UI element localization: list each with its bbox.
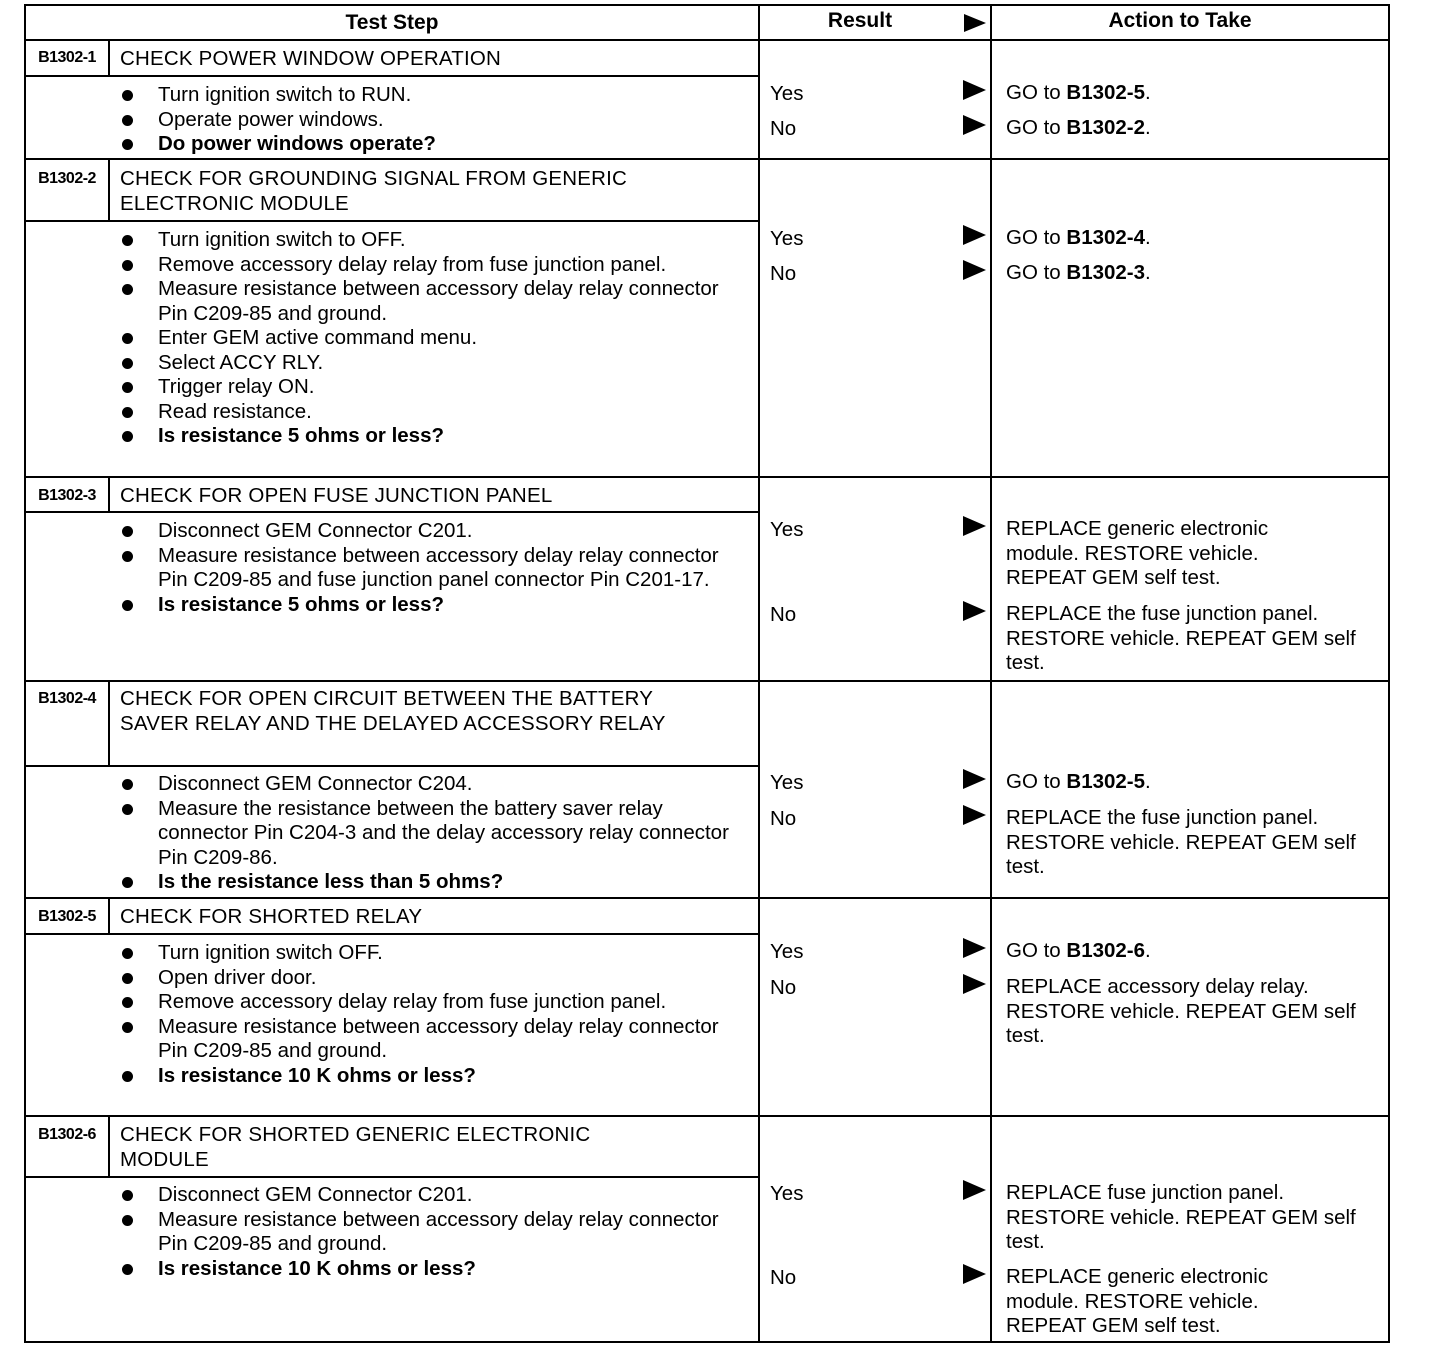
bullet-item: Disconnect GEM Connector C201.	[114, 519, 734, 544]
step-title: CHECK FOR OPEN CIRCUIT BETWEEN THE BATTERY SAVER RELAY AND THE DELAYED ACCESSORY RELAY	[120, 687, 666, 735]
bullet-item: Measure resistance between accessory delay relay connector Pin C209-85 and ground.	[114, 1208, 734, 1257]
action-text: GO to B1302-5.	[1006, 81, 1151, 104]
bullet-question: Is resistance 5 ohms or less?	[114, 424, 734, 449]
arrow-icon	[963, 805, 986, 825]
result-yes: Yes	[770, 771, 804, 794]
divider-result-action	[990, 6, 992, 1341]
step-id: B1302-1	[38, 49, 96, 66]
result-yes: Yes	[770, 518, 804, 541]
action-text: REPLACE the fuse junction panel. RESTORE vehicle. REPEAT GEM self test.	[1006, 806, 1356, 878]
title-rule	[26, 1176, 758, 1178]
result-no: No	[770, 262, 797, 285]
arrow-icon	[963, 1180, 986, 1200]
bullet-item: Open driver door.	[114, 966, 734, 991]
result-no: No	[770, 1266, 797, 1289]
result-no: No	[770, 603, 797, 626]
step-id: B1302-4	[38, 690, 96, 707]
title-rule	[26, 75, 758, 77]
step-id-divider	[108, 682, 110, 766]
header-test-step: Test Step	[345, 11, 439, 34]
title-rule	[26, 220, 758, 222]
bullet-item: Trigger relay ON.	[114, 375, 734, 400]
bullet-item: Turn ignition switch to RUN.	[114, 83, 754, 108]
action-text: GO to B1302-3.	[1006, 261, 1151, 284]
bullet-item: Measure resistance between accessory delay relay connector Pin C209-85 and ground.	[114, 277, 734, 326]
arrow-icon	[963, 260, 986, 280]
step-id-divider	[108, 40, 110, 76]
step-rule	[26, 1115, 1388, 1117]
result-yes: Yes	[770, 1182, 804, 1205]
step-bullets	[114, 519, 734, 617]
header-arrow-icon	[964, 14, 986, 32]
step-id-divider	[108, 899, 110, 934]
action-text: REPLACE generic electronic module. RESTORE vehicle. REPEAT GEM self test.	[1006, 1265, 1269, 1337]
bullet-question: Is resistance 10 K ohms or less?	[114, 1257, 734, 1282]
action-text: REPLACE fuse junction panel. RESTORE vehicle. REPEAT GEM self test.	[1006, 1181, 1356, 1253]
bullet-item: Turn ignition switch OFF.	[114, 941, 734, 966]
bullet-question: Do power windows operate?	[114, 132, 754, 157]
result-no: No	[770, 117, 797, 140]
step-id: B1302-5	[38, 908, 96, 925]
result-yes: Yes	[770, 227, 804, 250]
bullet-question: Is resistance 5 ohms or less?	[114, 593, 734, 618]
bullet-item: Operate power windows.	[114, 108, 754, 133]
title-rule	[26, 933, 758, 935]
result-yes: Yes	[770, 82, 804, 105]
action-text: REPLACE accessory delay relay. RESTORE vehicle. REPEAT GEM self test.	[1006, 975, 1356, 1047]
step-title: CHECK FOR SHORTED GENERIC ELECTRONIC MODULE	[120, 1123, 591, 1171]
step-id: B1302-6	[38, 1126, 96, 1143]
arrow-icon	[963, 974, 986, 994]
arrow-icon	[963, 601, 986, 621]
title-rule	[26, 511, 758, 513]
bullet-item: Measure resistance between accessory delay relay connector Pin C209-85 and ground.	[114, 1015, 734, 1064]
step-id-divider	[108, 1117, 110, 1177]
step-title: CHECK FOR GROUNDING SIGNAL FROM GENERIC ELECTRONIC MODULE	[120, 167, 628, 215]
step-rule	[26, 680, 1388, 682]
action-text: GO to B1302-5.	[1006, 770, 1151, 793]
step-bullets	[114, 228, 734, 449]
step-bullets	[114, 1183, 734, 1281]
step-id-divider	[108, 478, 110, 512]
step-bullets	[114, 941, 734, 1088]
action-text: REPLACE generic electronic module. RESTORE vehicle. REPEAT GEM self test.	[1006, 517, 1269, 589]
bullet-item: Disconnect GEM Connector C204.	[114, 772, 734, 797]
step-title: CHECK FOR OPEN FUSE JUNCTION PANEL	[120, 484, 553, 507]
bullet-item: Enter GEM active command menu.	[114, 326, 734, 351]
bullet-item: Measure resistance between accessory delay relay connector Pin C209-85 and fuse junction panel connector Pin C201-17.	[114, 544, 734, 593]
action-text: REPLACE the fuse junction panel. RESTORE vehicle. REPEAT GEM self test.	[1006, 602, 1356, 674]
step-id-divider	[108, 160, 110, 221]
action-text: GO to B1302-4.	[1006, 226, 1151, 249]
bullet-item: Remove accessory delay relay from fuse junction panel.	[114, 990, 734, 1015]
bullet-question: Is the resistance less than 5 ohms?	[114, 870, 734, 895]
title-rule	[26, 765, 758, 767]
header-result: Result	[827, 9, 893, 32]
arrow-icon	[963, 1264, 986, 1284]
bullet-item: Select ACCY RLY.	[114, 351, 734, 376]
header-action: Action to Take	[1108, 9, 1252, 32]
step-rule	[26, 158, 1388, 160]
arrow-icon	[963, 938, 986, 958]
diagnostic-table	[24, 4, 1390, 1343]
arrow-icon	[963, 516, 986, 536]
result-no: No	[770, 807, 797, 830]
arrow-icon	[963, 225, 986, 245]
step-bullets	[114, 83, 754, 157]
action-text: GO to B1302-2.	[1006, 116, 1151, 139]
bullet-item: Read resistance.	[114, 400, 734, 425]
bullet-item: Disconnect GEM Connector C201.	[114, 1183, 734, 1208]
arrow-icon	[963, 80, 986, 100]
bullet-item: Measure the resistance between the battery saver relay connector Pin C204-3 and the delay accessory relay connector Pin C209-86.	[114, 797, 734, 871]
step-rule	[26, 476, 1388, 478]
bullet-item: Remove accessory delay relay from fuse junction panel.	[114, 253, 734, 278]
step-id: B1302-2	[38, 170, 96, 187]
step-title: CHECK FOR SHORTED RELAY	[120, 905, 423, 928]
result-yes: Yes	[770, 940, 804, 963]
header-rule	[26, 39, 1388, 41]
bullet-question: Is resistance 10 K ohms or less?	[114, 1064, 734, 1089]
result-no: No	[770, 976, 797, 999]
bullet-item: Turn ignition switch to OFF.	[114, 228, 734, 253]
action-text: GO to B1302-6.	[1006, 939, 1151, 962]
divider-test-result	[758, 6, 760, 1341]
step-title: CHECK POWER WINDOW OPERATION	[120, 47, 502, 70]
step-bullets	[114, 772, 734, 895]
arrow-icon	[963, 115, 986, 135]
step-id: B1302-3	[38, 487, 96, 504]
arrow-icon	[963, 769, 986, 789]
step-rule	[26, 897, 1388, 899]
